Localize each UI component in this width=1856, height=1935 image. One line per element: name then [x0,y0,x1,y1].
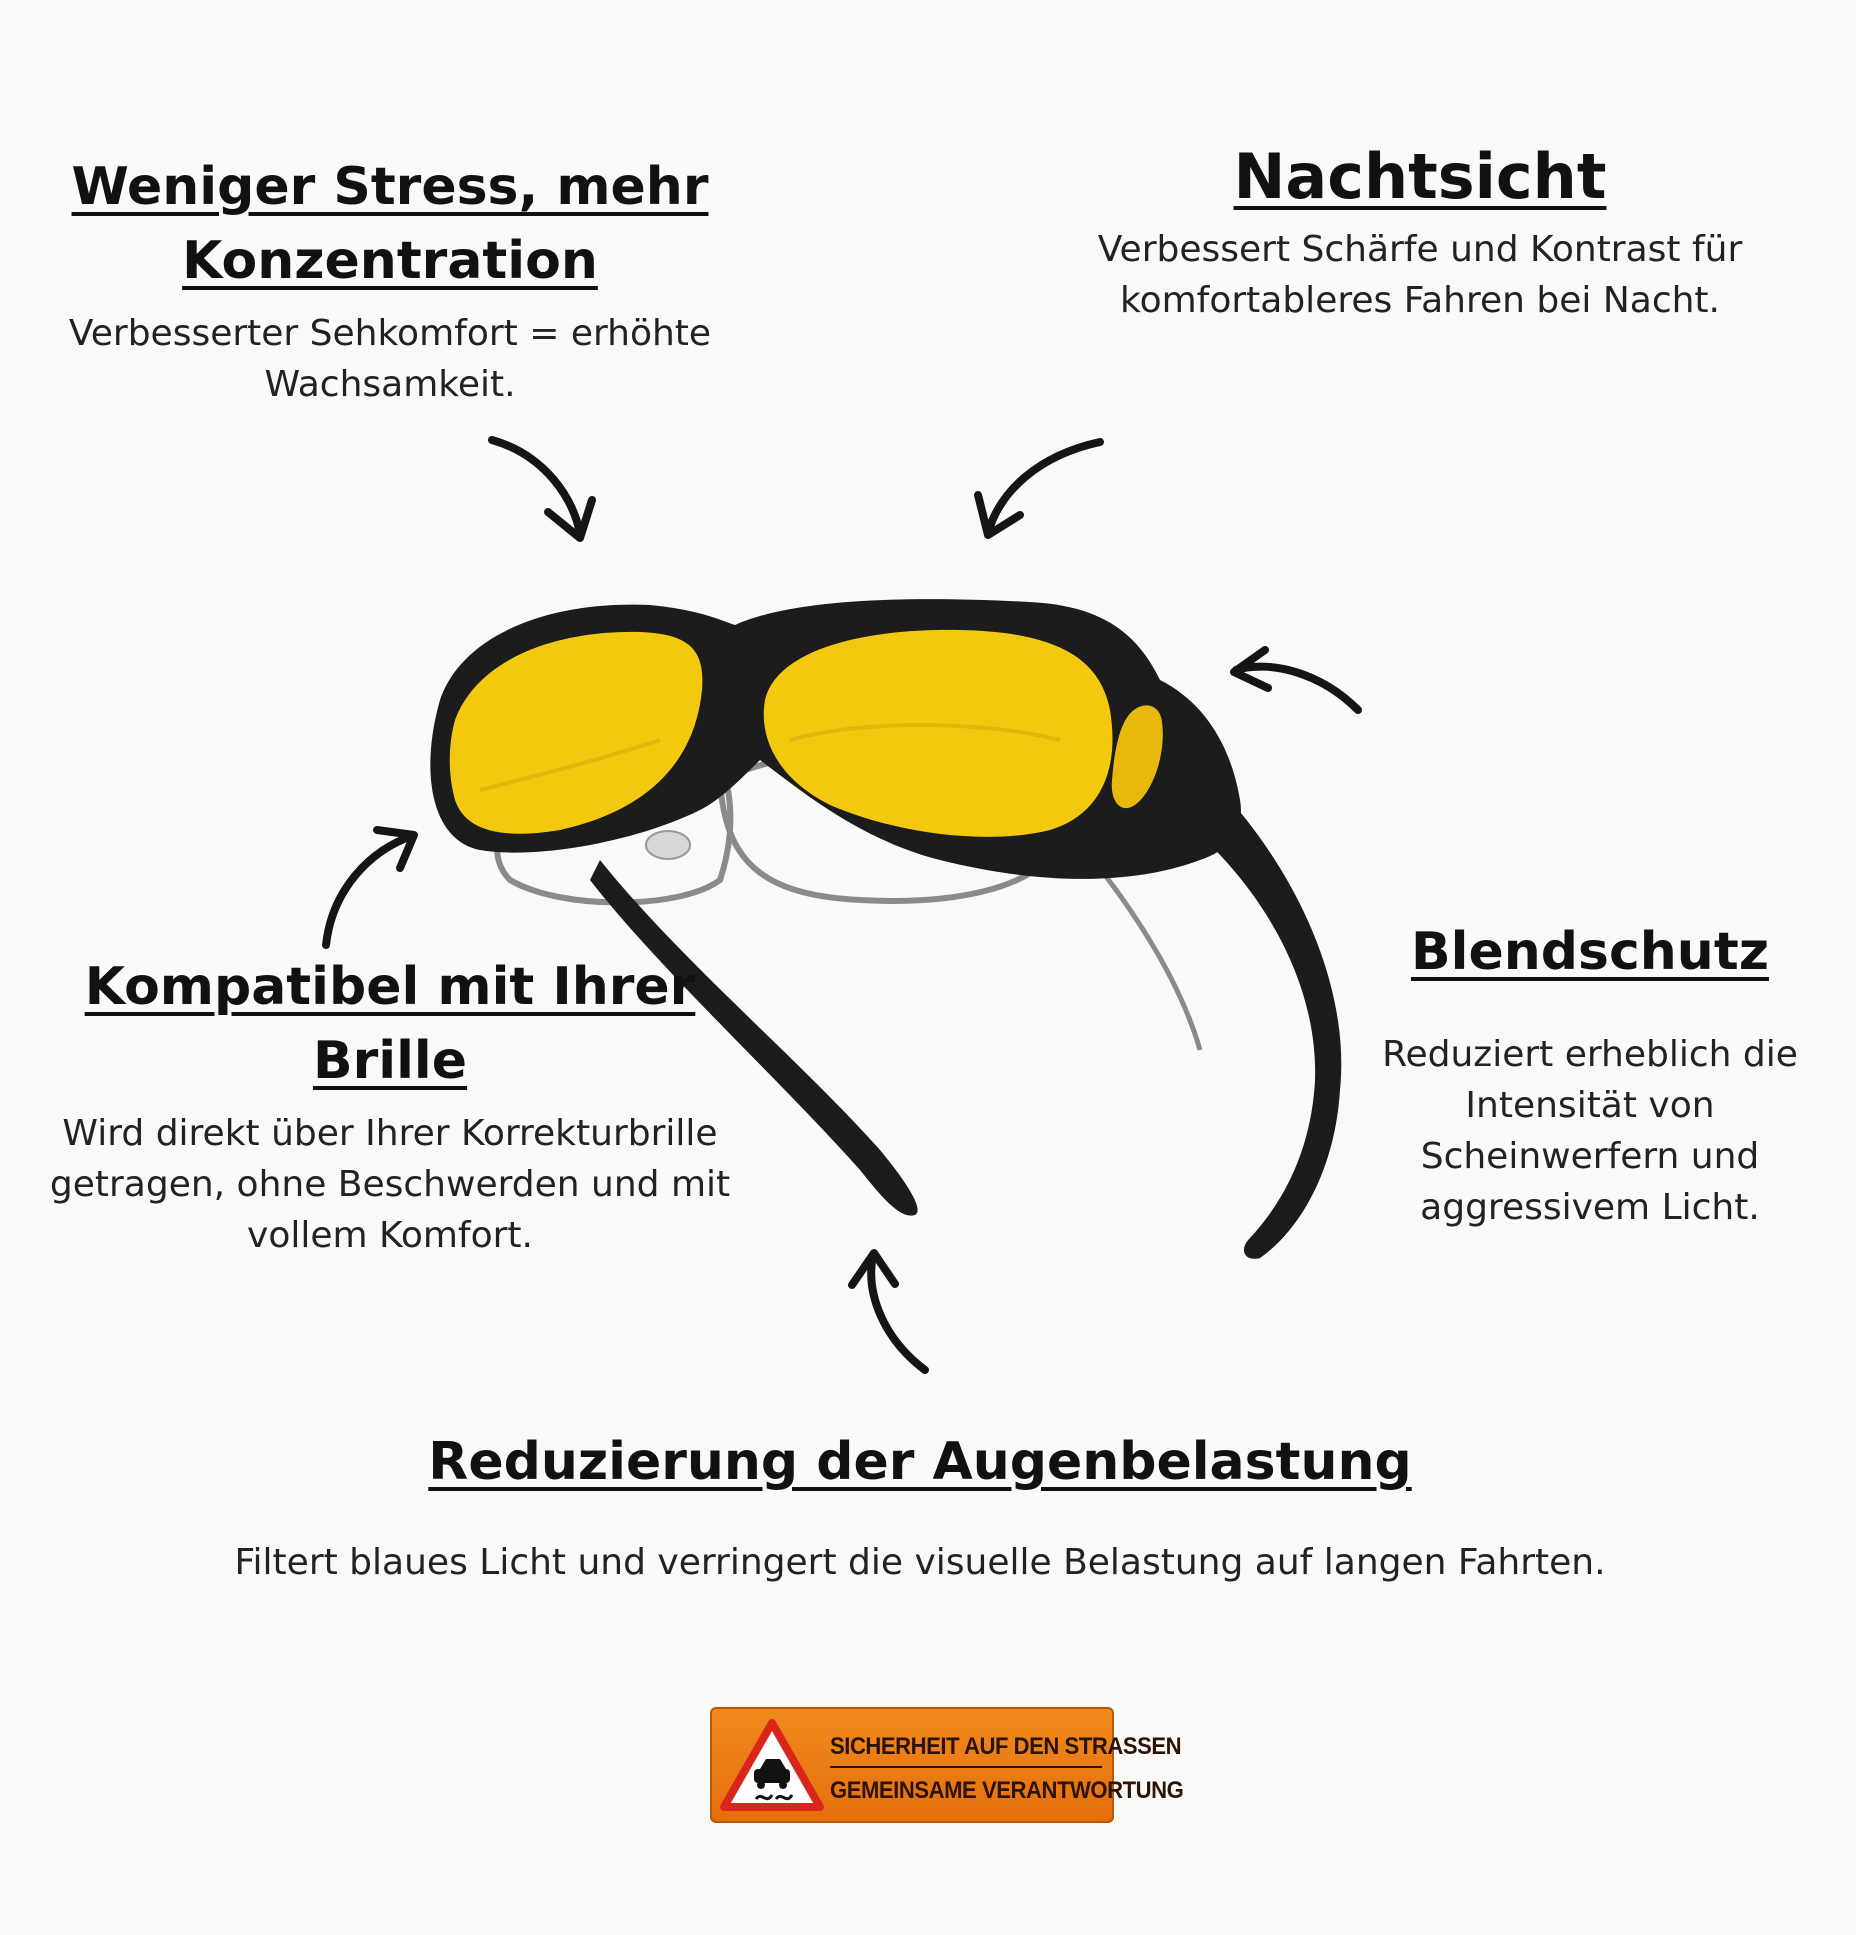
arrow-to-glare [1234,650,1358,710]
feature-stress-desc-line1: Verbesserter Sehkomfort = erhöhte [68,313,712,354]
arrow-to-strain [852,1253,925,1370]
feature-stress-title-line1: Weniger Stress, mehr [71,157,709,217]
feature-glare-title: Blendschutz [1411,922,1769,982]
feature-night-title: Nachtsicht [1233,140,1607,213]
feature-night-vision [1040,140,1800,326]
warning-triangle-skid-car-icon [720,1719,824,1813]
feature-compat-desc-line2: getragen, ohne Beschwerden und mit [49,1164,731,1205]
feature-night-desc-line2: komfortableres Fahren bei Nacht. [1120,280,1720,321]
feature-glare-desc-line4: aggressivem Licht. [1420,1187,1760,1228]
feature-compat-desc-line3: vollem Komfort. [247,1215,533,1256]
feature-stress [40,150,740,410]
feature-eye-strain [190,1425,1650,1588]
badge-line2: GEMEINSAME VERANTWORTUNG [830,1777,1184,1804]
feature-night-desc-line1: Verbessert Schärfe und Kontrast für [1097,229,1743,270]
road-safety-badge [710,1707,1184,1823]
feature-compatibility [20,950,760,1261]
feature-glare-protection [1340,915,1840,1233]
feature-compat-desc-line1: Wird direkt über Ihrer Korrekturbrille [62,1113,718,1154]
feature-stress-title-line2: Konzentration [182,231,598,291]
feature-compat-title-line1: Kompatibel mit Ihrer [84,957,696,1017]
badge-line1: SICHERHEIT AUF DEN STRASSEN [830,1733,1182,1760]
arrow-to-night [978,442,1100,535]
feature-glare-desc-line1: Reduziert erheblich die [1382,1034,1798,1075]
badge-divider [830,1766,1102,1768]
feature-compat-title-line2: Brille [312,1031,468,1091]
feature-stress-desc-line2: Wachsamkeit. [264,364,516,405]
feature-strain-title: Reduzierung der Augenbelastung [428,1432,1412,1492]
feature-glare-desc-line3: Scheinwerfern und [1420,1136,1760,1177]
arrow-to-compat [326,830,414,945]
feature-glare-desc-line2: Intensität von [1465,1085,1715,1126]
arrow-to-stress [492,440,592,538]
feature-strain-desc: Filtert blaues Licht und verringert die visuelle Belastung auf langen Fahrten. [234,1542,1606,1583]
